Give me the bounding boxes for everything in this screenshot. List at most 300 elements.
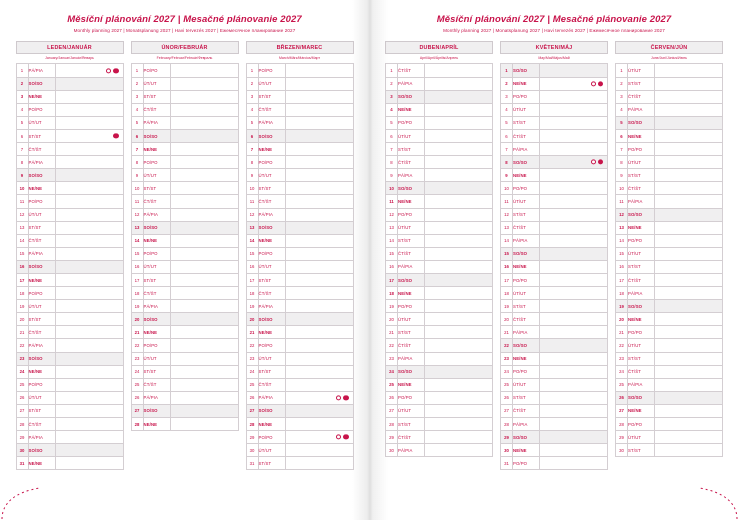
- day-weekday: PO/PO: [258, 156, 285, 169]
- day-note-field[interactable]: [655, 195, 723, 208]
- day-weekday: ČT/ŠT: [28, 143, 55, 156]
- day-note-field[interactable]: [425, 208, 493, 221]
- day-note-field[interactable]: [55, 287, 123, 300]
- day-note-field[interactable]: [540, 64, 608, 77]
- day-note-field[interactable]: [55, 116, 123, 129]
- table-row: [616, 221, 723, 234]
- day-note-field[interactable]: [170, 90, 238, 103]
- day-note-field[interactable]: [540, 352, 608, 365]
- day-note-field[interactable]: [655, 404, 723, 417]
- day-note-field[interactable]: [425, 273, 493, 286]
- day-note-field[interactable]: [425, 247, 493, 260]
- day-note-field[interactable]: [425, 77, 493, 90]
- day-note-field[interactable]: [170, 129, 238, 142]
- day-number: 20: [246, 313, 258, 326]
- day-note-field[interactable]: [55, 64, 123, 77]
- table-row: [16, 103, 123, 116]
- day-note-field[interactable]: [55, 169, 123, 182]
- day-note-field[interactable]: [540, 365, 608, 378]
- day-note-field[interactable]: [285, 418, 353, 431]
- day-note-field[interactable]: [55, 182, 123, 195]
- day-weekday: ÚT/UT: [258, 444, 285, 457]
- day-note-field[interactable]: [55, 208, 123, 221]
- day-weekday: NE/NE: [28, 273, 55, 286]
- day-note-field[interactable]: [55, 103, 123, 116]
- day-note-field[interactable]: [170, 156, 238, 169]
- day-number: 6: [131, 129, 143, 142]
- day-note-field[interactable]: [285, 143, 353, 156]
- day-number: 30: [16, 444, 28, 457]
- day-number: 30: [246, 444, 258, 457]
- day-note-field[interactable]: [170, 195, 238, 208]
- day-note-field[interactable]: [285, 300, 353, 313]
- day-note-field[interactable]: [425, 234, 493, 247]
- day-note-field[interactable]: [540, 169, 608, 182]
- day-weekday: ÚT/UT: [628, 156, 655, 169]
- table-row: [501, 260, 608, 273]
- day-note-field[interactable]: [55, 221, 123, 234]
- table-row: [246, 208, 353, 221]
- table-row: [16, 64, 123, 77]
- day-weekday: ST/ST: [628, 169, 655, 182]
- day-weekday: PO/PO: [513, 457, 540, 470]
- day-note-field[interactable]: [655, 273, 723, 286]
- day-note-field[interactable]: [540, 300, 608, 313]
- day-note-field[interactable]: [655, 444, 723, 457]
- day-number: 1: [501, 64, 513, 77]
- day-note-field[interactable]: [55, 156, 123, 169]
- day-number: 11: [16, 195, 28, 208]
- table-row: [16, 90, 123, 103]
- day-weekday: PÁ/PIA: [28, 156, 55, 169]
- day-note-field[interactable]: [55, 300, 123, 313]
- day-weekday: ÚT/UT: [628, 339, 655, 352]
- day-note-field[interactable]: [655, 352, 723, 365]
- day-note-field[interactable]: [655, 339, 723, 352]
- day-note-field[interactable]: [540, 391, 608, 404]
- day-note-field[interactable]: [540, 77, 608, 90]
- day-note-field[interactable]: [425, 143, 493, 156]
- day-note-field[interactable]: [655, 103, 723, 116]
- table-row: [616, 195, 723, 208]
- day-number: 9: [131, 169, 143, 182]
- day-note-field[interactable]: [540, 260, 608, 273]
- day-note-field[interactable]: [425, 182, 493, 195]
- table-row: [386, 260, 493, 273]
- day-note-field[interactable]: [55, 260, 123, 273]
- day-note-field[interactable]: [655, 143, 723, 156]
- day-weekday: ČT/ŠT: [398, 64, 425, 77]
- day-note-field[interactable]: [285, 90, 353, 103]
- day-note-field[interactable]: [285, 431, 353, 444]
- day-weekday: NE/NE: [28, 90, 55, 103]
- day-note-field[interactable]: [540, 378, 608, 391]
- day-note-field[interactable]: [655, 90, 723, 103]
- day-weekday: SO/SO: [628, 208, 655, 221]
- day-note-field[interactable]: [540, 287, 608, 300]
- day-note-field[interactable]: [655, 365, 723, 378]
- moon-new-icon: [598, 160, 603, 165]
- day-weekday: ÚT/UT: [143, 352, 170, 365]
- day-note-field[interactable]: [55, 273, 123, 286]
- day-note-field[interactable]: [655, 234, 723, 247]
- day-note-field[interactable]: [170, 64, 238, 77]
- day-note-field[interactable]: [425, 352, 493, 365]
- day-note-field[interactable]: [55, 457, 123, 470]
- day-note-field[interactable]: [655, 418, 723, 431]
- day-note-field[interactable]: [285, 182, 353, 195]
- table-row: [616, 404, 723, 417]
- day-note-field[interactable]: [55, 378, 123, 391]
- day-note-field[interactable]: [540, 129, 608, 142]
- day-weekday: PÁ/PIA: [28, 431, 55, 444]
- day-number: 27: [501, 404, 513, 417]
- day-note-field[interactable]: [285, 103, 353, 116]
- table-row: [16, 365, 123, 378]
- day-note-field[interactable]: [170, 103, 238, 116]
- day-note-field[interactable]: [285, 457, 353, 470]
- day-note-field[interactable]: [55, 313, 123, 326]
- day-note-field[interactable]: [55, 234, 123, 247]
- day-note-field[interactable]: [540, 156, 608, 169]
- day-note-field[interactable]: [425, 313, 493, 326]
- day-number: 12: [16, 208, 28, 221]
- day-weekday: NE/NE: [628, 129, 655, 142]
- table-row: [131, 300, 238, 313]
- day-note-field[interactable]: [285, 129, 353, 142]
- moon-full-icon: [591, 160, 596, 165]
- day-weekday: ČT/ŠT: [513, 221, 540, 234]
- day-note-field[interactable]: [55, 90, 123, 103]
- day-weekday: PO/PO: [28, 287, 55, 300]
- day-note-field[interactable]: [540, 404, 608, 417]
- day-weekday: ČT/ŠT: [628, 182, 655, 195]
- day-weekday: ÚT/UT: [628, 431, 655, 444]
- table-row: [16, 129, 123, 142]
- day-note-field[interactable]: [55, 339, 123, 352]
- day-note-field[interactable]: [540, 143, 608, 156]
- day-weekday: ÚT/UT: [258, 77, 285, 90]
- day-note-field[interactable]: [285, 169, 353, 182]
- table-row: [246, 313, 353, 326]
- day-note-field[interactable]: [170, 418, 238, 431]
- table-row: [246, 378, 353, 391]
- day-note-field[interactable]: [655, 156, 723, 169]
- day-number: 9: [386, 169, 398, 182]
- day-weekday: ST/ST: [628, 352, 655, 365]
- day-note-field[interactable]: [285, 77, 353, 90]
- day-note-field[interactable]: [655, 391, 723, 404]
- day-weekday: NE/NE: [28, 457, 55, 470]
- day-note-field[interactable]: [170, 313, 238, 326]
- table-row: [616, 418, 723, 431]
- table-row: [501, 404, 608, 417]
- day-weekday: ÚT/UT: [143, 77, 170, 90]
- day-note-field[interactable]: [425, 221, 493, 234]
- table-row: [501, 129, 608, 142]
- day-number: 6: [501, 129, 513, 142]
- day-note-field[interactable]: [425, 116, 493, 129]
- day-note-field[interactable]: [655, 129, 723, 142]
- day-note-field[interactable]: [55, 444, 123, 457]
- day-weekday: PÁ/PIA: [143, 116, 170, 129]
- day-number: 19: [246, 300, 258, 313]
- day-note-field[interactable]: [540, 457, 608, 470]
- day-weekday: ST/ST: [513, 208, 540, 221]
- day-note-field[interactable]: [170, 404, 238, 417]
- table-row: [616, 300, 723, 313]
- day-weekday: ČT/ŠT: [628, 365, 655, 378]
- day-weekday: NE/NE: [143, 418, 170, 431]
- day-note-field[interactable]: [170, 339, 238, 352]
- day-number: 26: [386, 391, 398, 404]
- day-note-field[interactable]: [425, 418, 493, 431]
- day-note-field[interactable]: [55, 143, 123, 156]
- month-subtitle: May/Mai/Május/Май: [538, 56, 570, 61]
- table-row: [616, 64, 723, 77]
- day-note-field[interactable]: [655, 378, 723, 391]
- month-name: KVĚTEN/MÁJ: [500, 41, 608, 54]
- day-weekday: ST/ST: [258, 90, 285, 103]
- table-row: [386, 195, 493, 208]
- day-note-field[interactable]: [425, 339, 493, 352]
- day-note-field[interactable]: [170, 234, 238, 247]
- table-row: [131, 182, 238, 195]
- day-note-field[interactable]: [655, 116, 723, 129]
- day-note-field[interactable]: [425, 90, 493, 103]
- day-note-field[interactable]: [540, 195, 608, 208]
- day-note-field[interactable]: [540, 103, 608, 116]
- day-weekday: PO/PO: [398, 116, 425, 129]
- day-note-field[interactable]: [425, 431, 493, 444]
- day-note-field[interactable]: [540, 208, 608, 221]
- day-number: 30: [501, 444, 513, 457]
- day-note-field[interactable]: [285, 352, 353, 365]
- month-name: ÚNOR/FEBRUÁR: [131, 41, 239, 54]
- day-note-field[interactable]: [285, 156, 353, 169]
- day-note-field[interactable]: [425, 365, 493, 378]
- day-note-field[interactable]: [425, 156, 493, 169]
- day-note-field[interactable]: [285, 234, 353, 247]
- day-note-field[interactable]: [285, 339, 353, 352]
- day-note-field[interactable]: [655, 247, 723, 260]
- day-note-field[interactable]: [170, 273, 238, 286]
- day-note-field[interactable]: [425, 169, 493, 182]
- day-note-field[interactable]: [540, 313, 608, 326]
- day-note-field[interactable]: [425, 444, 493, 457]
- day-note-field[interactable]: [55, 77, 123, 90]
- day-number: 5: [16, 116, 28, 129]
- day-note-field[interactable]: [170, 300, 238, 313]
- page-title: Měsíční plánování 2027 | Mesačné plánovanie 2027: [436, 14, 672, 25]
- day-number: 5: [131, 116, 143, 129]
- day-weekday: ÚT/UT: [28, 208, 55, 221]
- day-note-field[interactable]: [170, 247, 238, 260]
- table-row: [131, 247, 238, 260]
- day-weekday: PO/PO: [513, 182, 540, 195]
- day-note-field[interactable]: [285, 195, 353, 208]
- day-weekday: ČT/ŠT: [398, 247, 425, 260]
- day-note-field[interactable]: [655, 326, 723, 339]
- day-weekday: NE/NE: [628, 404, 655, 417]
- day-note-field[interactable]: [655, 287, 723, 300]
- day-note-field[interactable]: [425, 287, 493, 300]
- month-name: BŘEZEN/MAREC: [246, 41, 354, 54]
- day-note-field[interactable]: [285, 287, 353, 300]
- table-row: [16, 195, 123, 208]
- day-number: 24: [616, 365, 628, 378]
- day-note-field[interactable]: [285, 64, 353, 77]
- day-note-field[interactable]: [655, 431, 723, 444]
- day-note-field[interactable]: [285, 313, 353, 326]
- day-note-field[interactable]: [655, 169, 723, 182]
- table-row: [501, 287, 608, 300]
- day-note-field[interactable]: [655, 300, 723, 313]
- day-number: 20: [131, 313, 143, 326]
- day-number: 16: [131, 260, 143, 273]
- day-note-field[interactable]: [285, 378, 353, 391]
- table-row: [386, 365, 493, 378]
- day-number: 26: [16, 391, 28, 404]
- day-number: 17: [131, 273, 143, 286]
- day-weekday: PO/PO: [143, 156, 170, 169]
- day-note-field[interactable]: [55, 365, 123, 378]
- day-note-field[interactable]: [540, 182, 608, 195]
- day-note-field[interactable]: [170, 378, 238, 391]
- day-note-field[interactable]: [655, 208, 723, 221]
- day-note-field[interactable]: [540, 444, 608, 457]
- day-number: 23: [16, 352, 28, 365]
- table-row: [131, 64, 238, 77]
- day-note-field[interactable]: [425, 64, 493, 77]
- day-weekday: NE/NE: [513, 169, 540, 182]
- moon-phase-icon: [591, 81, 603, 86]
- day-note-field[interactable]: [540, 431, 608, 444]
- day-note-field[interactable]: [55, 247, 123, 260]
- day-note-field[interactable]: [285, 273, 353, 286]
- day-note-field[interactable]: [425, 129, 493, 142]
- day-note-field[interactable]: [170, 391, 238, 404]
- day-note-field[interactable]: [540, 116, 608, 129]
- day-note-field[interactable]: [540, 326, 608, 339]
- day-note-field[interactable]: [425, 391, 493, 404]
- day-note-field[interactable]: [285, 391, 353, 404]
- day-note-field[interactable]: [170, 77, 238, 90]
- day-number: 27: [386, 404, 398, 417]
- table-row: [16, 339, 123, 352]
- day-note-field[interactable]: [540, 234, 608, 247]
- day-note-field[interactable]: [425, 103, 493, 116]
- day-note-field[interactable]: [540, 418, 608, 431]
- day-note-field[interactable]: [55, 431, 123, 444]
- day-number: 24: [246, 365, 258, 378]
- day-note-field[interactable]: [655, 77, 723, 90]
- day-note-field[interactable]: [285, 247, 353, 260]
- day-note-field[interactable]: [540, 247, 608, 260]
- day-note-field[interactable]: [170, 116, 238, 129]
- day-number: 5: [501, 116, 513, 129]
- day-note-field[interactable]: [170, 287, 238, 300]
- day-number: 3: [386, 90, 398, 103]
- day-note-field[interactable]: [540, 273, 608, 286]
- day-note-field[interactable]: [285, 221, 353, 234]
- day-weekday: NE/NE: [143, 326, 170, 339]
- day-note-field[interactable]: [285, 116, 353, 129]
- day-note-field[interactable]: [55, 418, 123, 431]
- day-note-field[interactable]: [655, 182, 723, 195]
- day-note-field[interactable]: [170, 221, 238, 234]
- day-note-field[interactable]: [55, 404, 123, 417]
- day-note-field[interactable]: [170, 208, 238, 221]
- day-note-field[interactable]: [425, 195, 493, 208]
- day-note-field[interactable]: [425, 326, 493, 339]
- day-note-field[interactable]: [540, 339, 608, 352]
- table-row: [246, 129, 353, 142]
- day-note-field[interactable]: [425, 378, 493, 391]
- day-note-field[interactable]: [425, 404, 493, 417]
- day-number: 1: [616, 64, 628, 77]
- day-weekday: SO/SO: [628, 391, 655, 404]
- day-weekday: ČT/ŠT: [513, 129, 540, 142]
- day-note-field[interactable]: [540, 221, 608, 234]
- day-note-field[interactable]: [55, 195, 123, 208]
- day-note-field[interactable]: [55, 352, 123, 365]
- table-row: [246, 365, 353, 378]
- table-row: [386, 64, 493, 77]
- table-row: [501, 431, 608, 444]
- table-row: [616, 339, 723, 352]
- day-note-field[interactable]: [170, 169, 238, 182]
- day-number: 13: [616, 221, 628, 234]
- day-note-field[interactable]: [170, 326, 238, 339]
- day-number: 28: [16, 418, 28, 431]
- day-note-field[interactable]: [170, 143, 238, 156]
- day-note-field[interactable]: [285, 404, 353, 417]
- table-row: [16, 143, 123, 156]
- day-note-field[interactable]: [170, 365, 238, 378]
- day-weekday: PÁ/PIA: [398, 77, 425, 90]
- day-note-field[interactable]: [655, 260, 723, 273]
- day-note-field[interactable]: [285, 208, 353, 221]
- day-note-field[interactable]: [170, 352, 238, 365]
- day-note-field[interactable]: [425, 260, 493, 273]
- table-row: [386, 129, 493, 142]
- day-note-field[interactable]: [170, 260, 238, 273]
- table-row: [386, 313, 493, 326]
- day-number: 28: [246, 418, 258, 431]
- day-weekday: NE/NE: [258, 326, 285, 339]
- day-weekday: ČT/ŠT: [143, 195, 170, 208]
- day-note-field[interactable]: [285, 365, 353, 378]
- day-number: 7: [131, 143, 143, 156]
- day-note-field[interactable]: [540, 90, 608, 103]
- day-weekday: NE/NE: [258, 234, 285, 247]
- table-row: [16, 169, 123, 182]
- day-note-field[interactable]: [425, 300, 493, 313]
- day-number: 12: [616, 208, 628, 221]
- day-note-field[interactable]: [655, 221, 723, 234]
- day-note-field[interactable]: [285, 260, 353, 273]
- day-note-field[interactable]: [55, 129, 123, 142]
- day-note-field[interactable]: [285, 326, 353, 339]
- day-note-field[interactable]: [285, 444, 353, 457]
- day-note-field[interactable]: [170, 182, 238, 195]
- day-note-field[interactable]: [655, 64, 723, 77]
- day-note-field[interactable]: [55, 326, 123, 339]
- table-row: [16, 418, 123, 431]
- day-note-field[interactable]: [655, 313, 723, 326]
- day-note-field[interactable]: [55, 391, 123, 404]
